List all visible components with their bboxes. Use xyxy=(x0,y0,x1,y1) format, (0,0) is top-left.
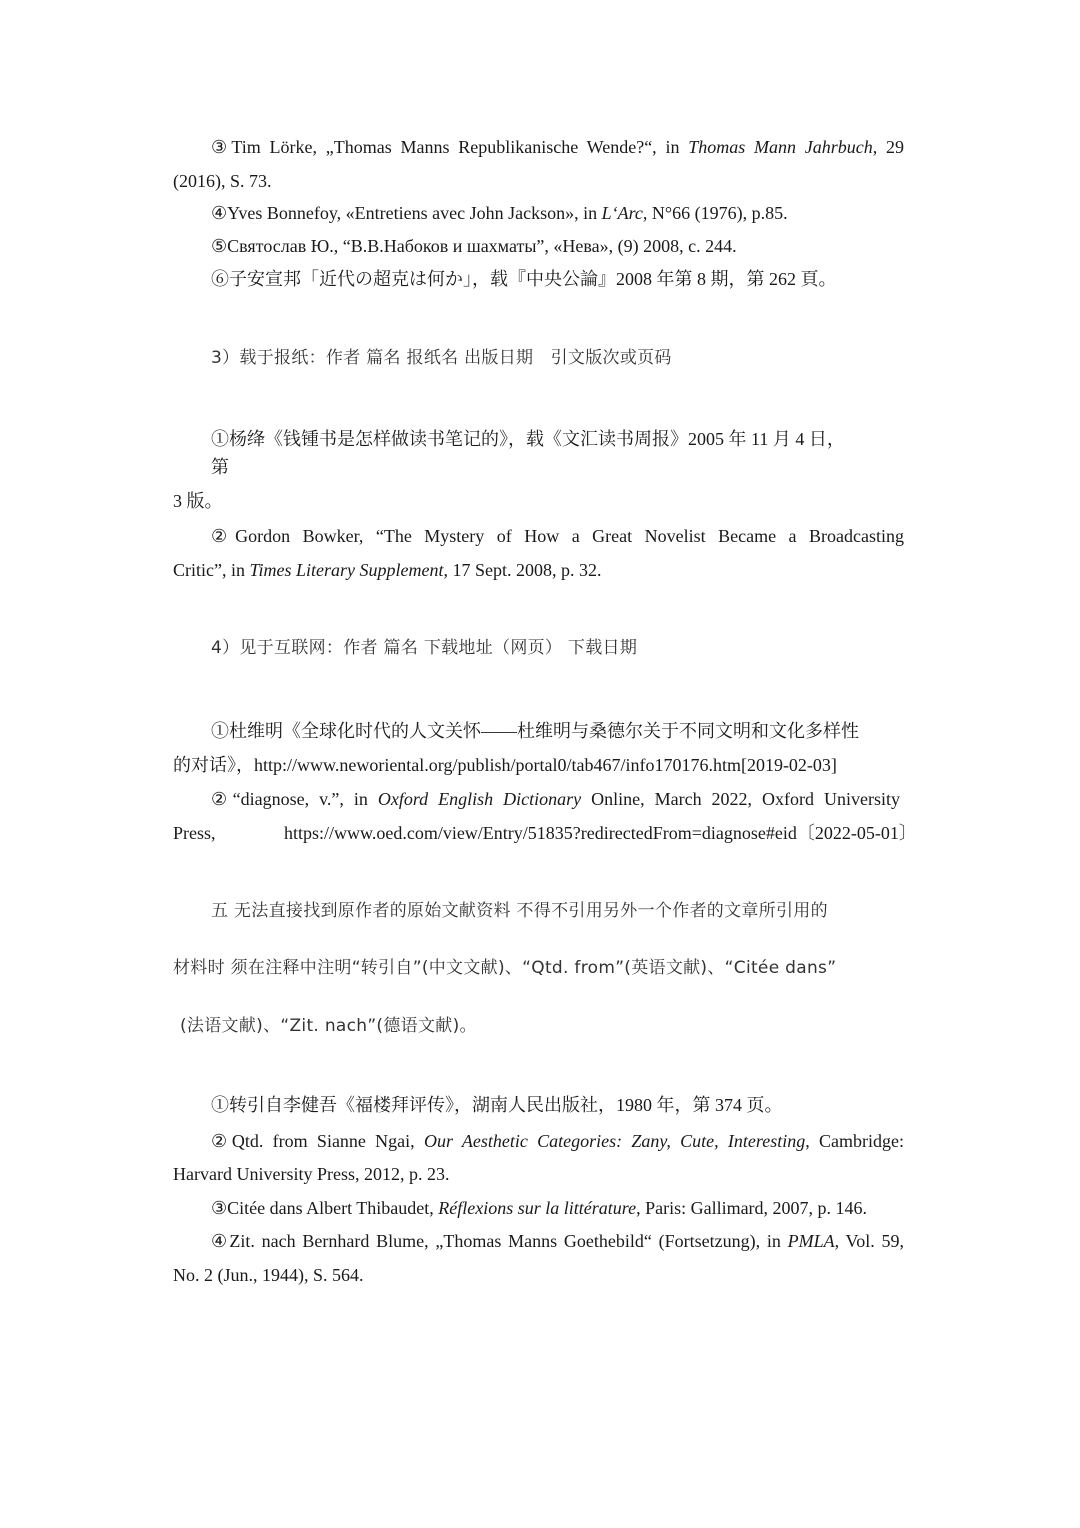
journal-ref-3-title: Thomas Mann Jahrbuch xyxy=(688,137,873,157)
journal-ref-3-line1 xyxy=(211,135,904,159)
journal-ref-4 xyxy=(211,201,788,225)
newspaper-ref-2-title: Times Literary Supplement xyxy=(249,560,444,580)
secondary-ref-4-text: ④Zit. nach Bernhard Blume, „Thomas Manns Goethebild“ (Fortsetzung), in xyxy=(211,1231,788,1251)
newspaper-ref-1-line3: 3 版。 xyxy=(173,491,223,511)
secondary-ref-4-title: PMLA xyxy=(787,1231,835,1251)
internet-ref-1-line1: ①杜维明《全球化时代的人文关怀——杜维明与桑德尔关于不同文明和文化多样性 xyxy=(211,721,859,741)
journal-ref-4-title: L‘Arc xyxy=(601,203,643,223)
secondary-ref-4-volume: , Vol. 59, xyxy=(834,1231,905,1251)
secondary-ref-2-line2: Harvard University Press, 2012, p. 23. xyxy=(173,1164,450,1184)
journal-ref-3-text: ③Tim Lörke, „Thomas Manns Republikanische Wende?“, in xyxy=(211,137,689,157)
newspaper-heading: 3）载于报纸：作者 篇名 报纸名 出版日期 引文版次或页码 xyxy=(211,348,672,368)
secondary-ref-2-place: , Cambridge: xyxy=(805,1131,904,1151)
secondary-ref-4-line1 xyxy=(211,1229,904,1253)
journal-ref-3-volume: , 29 xyxy=(872,137,905,157)
internet-ref-1-line2: 的对话》，http://www.neworiental.org/publish/portal0/tab467/info170176.htm[2019-02-03] xyxy=(173,755,837,775)
newspaper-ref-2-line2 xyxy=(173,558,602,582)
internet-ref-2-text: ②“diagnose, v.”, in xyxy=(211,789,378,809)
newspaper-ref-1-line1: ①杨绛《钱锺书是怎样做读书笔记的》，载《文汇读书周报》2005 年 11 月 4 日， xyxy=(211,429,845,449)
newspaper-ref-1-line2: 第 xyxy=(211,457,229,477)
secondary-ref-2-text: ②Qtd. from Sianne Ngai, xyxy=(211,1131,424,1151)
secondary-ref-3 xyxy=(211,1196,867,1220)
newspaper-ref-2-text: Critic”, in xyxy=(173,560,250,580)
secondary-ref-3-details: , Paris: Gallimard, 2007, p. 146. xyxy=(636,1198,868,1218)
secondary-ref-3-title: Réflexions sur la littérature xyxy=(438,1198,637,1218)
journal-ref-4-details: , N°66 (1976), p.85. xyxy=(642,203,788,223)
section5-line1: 五 无法直接找到原作者的原始文献资料 不得不引用另外一个作者的文章所引用的 xyxy=(211,901,828,921)
newspaper-ref-2-details: , 17 Sept. 2008, p. 32. xyxy=(443,560,602,580)
section5-line2: 材料时 须在注释中注明“转引自”(中文文献)、“Qtd. from”(英语文献)、“Citée dans” xyxy=(173,958,837,978)
internet-ref-2-title: Oxford English Dictionary xyxy=(377,789,582,809)
journal-ref-6: ⑥子安宣邦「近代の超克は何か」，载『中央公論』2008 年第 8 期，第 262 頁。 xyxy=(211,269,837,289)
internet-ref-2-details: Online, March 2022, Oxford University xyxy=(581,789,900,809)
secondary-ref-4-line2: No. 2 (Jun., 1944), S. 564. xyxy=(173,1265,364,1285)
journal-ref-4-text: ④Yves Bonnefoy, «Entretiens avec John Jackson», in xyxy=(211,203,602,223)
journal-ref-5: ⑤Святослав Ю., “В.В.Набоков и шахматы”, «Нева», (9) 2008, с. 244. xyxy=(211,236,737,256)
section5-line3: (法语文献)、“Zit. nach”(德语文献)。 xyxy=(180,1016,477,1036)
internet-ref-2-line2-left: Press, xyxy=(173,823,216,843)
internet-heading: 4）见于互联网：作者 篇名 下载地址（网页） 下载日期 xyxy=(211,638,638,658)
newspaper-ref-2-line1: ②Gordon Bowker, “The Mystery of How a Great Novelist Became a Broadcasting xyxy=(211,526,904,546)
internet-ref-2-line1 xyxy=(211,787,900,811)
internet-ref-2-url: https://www.oed.com/view/Entry/51835?redirectedFrom=diagnose#eid〔2022-05-01〕 xyxy=(284,823,917,843)
journal-ref-3-line2: (2016), S. 73. xyxy=(173,171,272,191)
secondary-ref-2-line1 xyxy=(211,1129,904,1153)
secondary-ref-3-text: ③Citée dans Albert Thibaudet, xyxy=(211,1198,439,1218)
secondary-ref-2-title: Our Aesthetic Categories: Zany, Cute, Interesting xyxy=(423,1131,806,1151)
secondary-ref-1: ①转引自李健吾《福楼拜评传》，湖南人民出版社，1980 年，第 374 页。 xyxy=(211,1095,783,1115)
